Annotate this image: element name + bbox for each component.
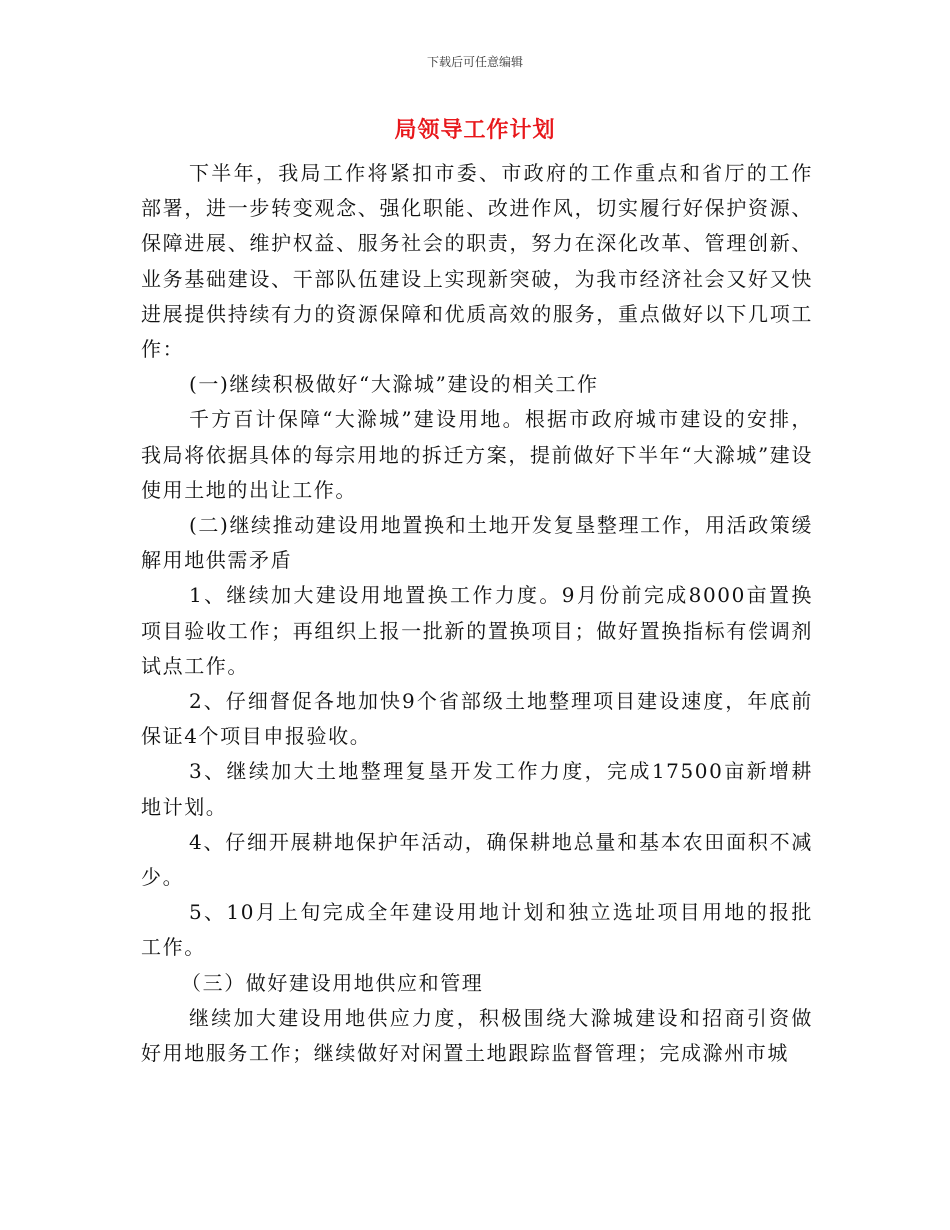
- list-item-5: 5、10月上旬完成全年建设用地计划和独立选址项目用地的报批工作。: [141, 900, 813, 960]
- paragraph-section-3: 继续加大建设用地供应力度，积极围绕大滁城建设和招商引资做好用地服务工作；继续做好对闲置土地跟踪监督管理；完成滁州市城: [141, 1005, 813, 1066]
- document-body: [141, 156, 813, 1071]
- list-item-2: 2、仔细督促各地加快9个省部级土地整理项目建设速度，年底前保证4个项目申报验收。: [141, 689, 813, 749]
- section-heading-3: （三）做好建设用地供应和管理: [181, 970, 484, 995]
- page-title: 局领导工作计划: [394, 118, 556, 143]
- list-item-3: 3、继续加大土地整理复垦开发工作力度，完成17500亩新增耕地计划。: [141, 759, 813, 819]
- list-item-4: 4、仔细开展耕地保护年活动，确保耕地总量和基本农田面积不减少。: [141, 829, 813, 890]
- paragraph-section-1: 千方百计保障“大滁城”建设用地。根据市政府城市建设的安排，我局将依据具体的每宗用地的拆迁方案，提前做好下半年“大滁城”建设使用土地的出让工作。: [141, 407, 813, 502]
- section-heading-1: (一)继续积极做好“大滁城”建设的相关工作: [189, 372, 599, 397]
- list-item-1: 1、继续加大建设用地置换工作力度。9月份前完成8000亩置换项目验收工作；再组织上报一批新的置换项目；做好置换指标有偿调剂试点工作。: [141, 583, 813, 678]
- section-heading-2: (二)继续推动建设用地置换和土地开发复垦整理工作，用活政策缓解用地供需矛盾: [141, 513, 813, 573]
- header-note: 下载后可任意编辑: [426, 55, 523, 69]
- paragraph-intro: 下半年，我局工作将紧扣市委、市政府的工作重点和省厅的工作部署，进一步转变观念、强化职能、改进作风，切实履行好保护资源、保障进展、维护权益、服务社会的职责，努力在深化改革、管理创新、业务基础建设、干部队伍建设上实现新突破，为我市经济社会又好又快进展提供持续有力的资源保障和优质高效的服务，重点做好以下几项工作：: [141, 161, 813, 362]
